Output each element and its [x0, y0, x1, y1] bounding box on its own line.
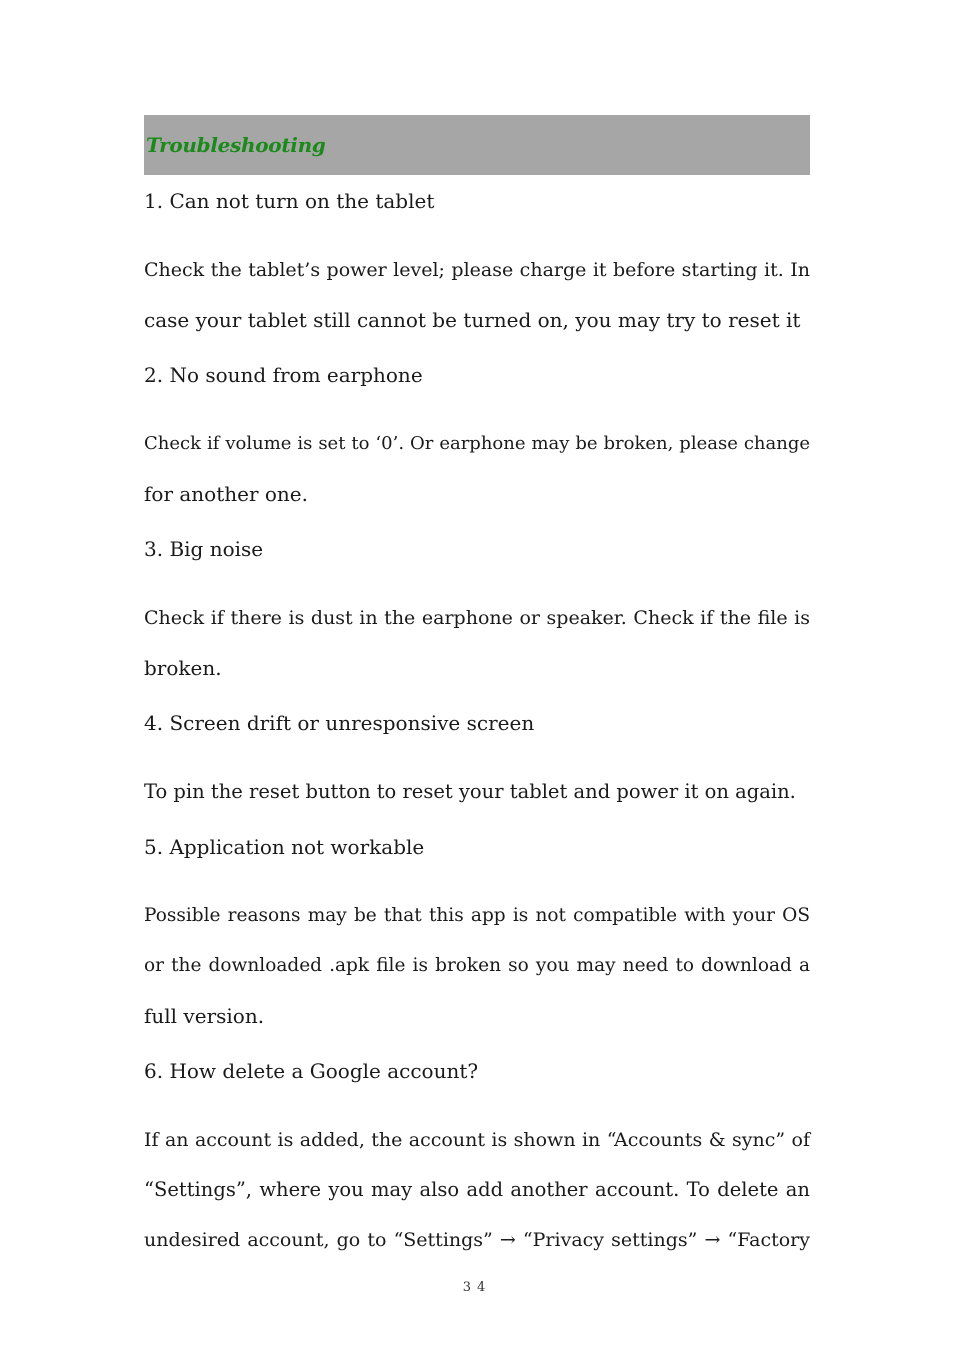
question-3: 3. Big noise — [144, 537, 264, 561]
page-number: 34 — [462, 1280, 492, 1295]
answer-2 — [144, 419, 810, 519]
question-6: 6. How delete a Google account? — [144, 1059, 479, 1083]
answer-line: case your tablet still cannot be turned on, you may try to reset it — [144, 308, 801, 332]
answer-6 — [144, 1115, 810, 1265]
troubleshooting-content — [144, 183, 810, 1277]
section-header-bar — [144, 115, 810, 175]
answer-4 — [144, 767, 810, 817]
answer-1 — [144, 245, 810, 345]
answer-line: “Settings”, where you may also add another account. To delete an — [144, 1178, 810, 1201]
answer-line: Possible reasons may be that this app is not compatible with your OS — [144, 905, 810, 926]
answer-line: Check if volume is set to ‘0’. Or earphone may be broken, please change — [144, 433, 810, 454]
question-4: 4. Screen drift or unresponsive screen — [144, 711, 535, 735]
question-2: 2. No sound from earphone — [144, 363, 423, 387]
answer-line: broken. — [144, 656, 222, 680]
question-1: 1. Can not turn on the tablet — [144, 189, 435, 213]
answer-5 — [144, 891, 810, 1041]
answer-line: or the downloaded .apk file is broken so you may need to download a — [144, 955, 810, 976]
answer-3 — [144, 593, 810, 693]
answer-line: Check if there is dust in the earphone or speaker. Check if the file is — [144, 607, 810, 629]
section-title: Troubleshooting — [146, 133, 326, 157]
answer-line: for another one. — [144, 482, 308, 506]
answer-line: If an account is added, the account is shown in “Accounts & sync” of — [144, 1129, 810, 1151]
answer-line: Check the tablet’s power level; please charge it before starting it. In — [144, 259, 810, 281]
answer-line: To pin the reset button to reset your tablet and power it on again. — [144, 780, 796, 803]
answer-line: full version. — [144, 1004, 265, 1028]
answer-line: undesired account, go to “Settings” → “Privacy settings” → “Factory — [144, 1229, 810, 1251]
question-5: 5. Application not workable — [144, 835, 425, 859]
